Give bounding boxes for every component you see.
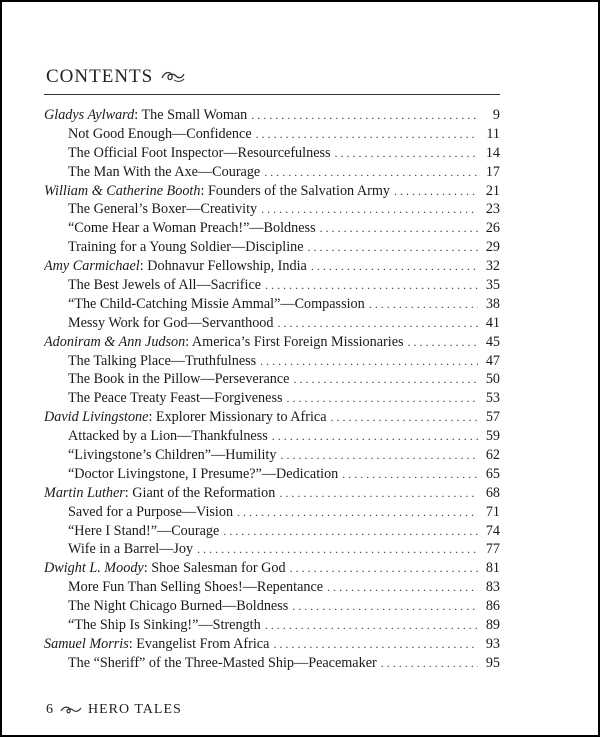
toc-story-entry xyxy=(44,503,500,522)
dot-leader xyxy=(279,484,478,503)
entry-title xyxy=(44,182,390,201)
dot-leader xyxy=(331,408,478,427)
entry-title-text: “Livingstone’s Children”—Humility xyxy=(68,447,277,464)
entry-page-number: 35 xyxy=(485,277,500,294)
dot-leader xyxy=(280,446,478,465)
toc-chapter-entry xyxy=(44,559,500,578)
toc-chapter-entry xyxy=(44,635,500,654)
entry-page-number: 71 xyxy=(485,503,500,520)
entry-title xyxy=(68,578,323,597)
entry-page-number: 14 xyxy=(485,144,500,161)
dot-leader xyxy=(265,616,478,635)
entry-title xyxy=(68,352,256,371)
entry-title-text: : Evangelist From Africa xyxy=(128,635,270,652)
entry-title-text: Saved for a Purpose—Vision xyxy=(68,503,234,520)
toc-story-entry xyxy=(44,144,500,163)
flourish-icon xyxy=(60,704,82,716)
toc-chapter-entry xyxy=(44,408,500,427)
toc-chapter-entry xyxy=(44,106,500,125)
page-title: CONTENTS xyxy=(46,66,154,87)
entry-person-name: Adoniram & Ann Judson xyxy=(44,333,186,350)
dot-leader xyxy=(369,295,478,314)
entry-title xyxy=(68,522,219,541)
entry-page-number: 77 xyxy=(485,541,500,558)
entry-title xyxy=(68,465,338,484)
dot-leader xyxy=(237,503,478,522)
entry-title-text: The Best Jewels of All—Sacrifice xyxy=(68,277,262,294)
toc-story-entry xyxy=(44,427,500,446)
toc-story-entry xyxy=(44,654,500,673)
entry-title-text: The Book in the Pillow—Perseverance xyxy=(68,371,290,388)
entry-title-text: “The Child-Catching Missie Ammal”—Compassion xyxy=(68,295,365,312)
entry-title xyxy=(68,446,276,465)
toc-story-entry xyxy=(44,446,500,465)
entry-title-text: : America’s First Foreign Missionaries xyxy=(185,333,404,350)
dot-leader xyxy=(290,559,478,578)
entry-title-text: The “Sheriff” of the Three-Masted Ship—Peacemaker xyxy=(68,654,377,671)
toc-story-entry xyxy=(44,200,500,219)
footer-page-number: 6 xyxy=(46,702,54,717)
toc-story-entry xyxy=(44,389,500,408)
entry-title xyxy=(68,540,193,559)
entry-title xyxy=(68,219,316,238)
entry-person-name: Gladys Aylward xyxy=(44,107,135,123)
entry-title xyxy=(68,238,304,257)
entry-title xyxy=(44,484,275,503)
entry-page-number: 89 xyxy=(485,617,500,634)
toc-chapter-entry xyxy=(44,484,500,503)
dot-leader xyxy=(264,163,478,182)
entry-title xyxy=(68,125,252,144)
dot-leader xyxy=(408,333,478,352)
entry-page-number: 17 xyxy=(485,163,500,180)
entry-title-text: “The Ship Is Sinking!”—Strength xyxy=(68,617,261,634)
entry-title-text: The Man With the Axe—Courage xyxy=(68,163,261,180)
entry-page-number: 41 xyxy=(485,314,500,331)
toc-chapter-entry xyxy=(44,257,500,276)
entry-page-number: 59 xyxy=(485,428,500,445)
entry-title-text: Attacked by a Lion—Thankfulness xyxy=(68,428,268,445)
dot-leader xyxy=(293,370,478,389)
entry-title-text: “Doctor Livingstone, I Presume?”—Dedication xyxy=(68,465,339,482)
toc-story-entry xyxy=(44,125,500,144)
toc-story-entry xyxy=(44,370,500,389)
entry-title-text: The Talking Place—Truthfulness xyxy=(68,352,257,369)
entry-title xyxy=(68,597,288,616)
entry-title xyxy=(44,106,247,125)
dot-leader xyxy=(197,540,478,559)
entry-title xyxy=(68,200,257,219)
entry-title-text: “Here I Stand!”—Courage xyxy=(68,522,220,539)
entry-title-text: : Dohnavur Fellowship, India xyxy=(139,258,307,275)
toc-story-entry xyxy=(44,540,500,559)
entry-title xyxy=(44,559,286,578)
entry-page-number: 68 xyxy=(485,484,500,501)
entry-title-text: “Come Hear a Woman Preach!”—Boldness xyxy=(68,220,316,237)
entry-title-text: Not Good Enough—Confidence xyxy=(68,125,252,142)
flourish-icon xyxy=(160,68,186,84)
entry-person-name: Samuel Morris xyxy=(44,635,129,652)
entry-page-number: 62 xyxy=(485,447,500,464)
entry-page-number: 26 xyxy=(485,220,500,237)
entry-page-number: 47 xyxy=(485,352,500,369)
dot-leader xyxy=(320,219,478,238)
entry-title xyxy=(68,503,233,522)
toc-chapter-entry xyxy=(44,182,500,201)
entry-title xyxy=(68,370,289,389)
entry-page-number: 74 xyxy=(485,522,500,539)
dot-leader xyxy=(308,238,478,257)
dot-leader xyxy=(311,257,478,276)
entry-page-number: 9 xyxy=(492,107,500,123)
entry-title xyxy=(68,314,273,333)
footer-book-title: HERO TALES xyxy=(88,702,182,717)
dot-leader xyxy=(251,106,478,125)
dot-leader xyxy=(223,522,478,541)
dot-leader xyxy=(260,352,478,371)
entry-title-text: : The Small Woman xyxy=(134,107,248,123)
toc-story-entry xyxy=(44,314,500,333)
toc-story-entry xyxy=(44,352,500,371)
entry-page-number: 21 xyxy=(485,182,500,199)
entry-page-number: 29 xyxy=(485,239,500,256)
entry-page-number: 45 xyxy=(485,333,500,350)
dot-leader xyxy=(342,465,478,484)
dot-leader xyxy=(287,389,479,408)
dot-leader xyxy=(273,635,478,654)
dot-leader xyxy=(394,182,478,201)
entry-title-text: The General’s Boxer—Creativity xyxy=(68,201,258,218)
table-of-contents xyxy=(44,106,500,673)
entry-page-number: 50 xyxy=(485,371,500,388)
toc-story-entry xyxy=(44,276,500,295)
dot-leader xyxy=(265,276,478,295)
entry-title xyxy=(68,163,260,182)
entry-page-number: 53 xyxy=(485,390,500,407)
entry-page-number: 86 xyxy=(485,598,500,615)
entry-page-number: 81 xyxy=(485,560,500,577)
dot-leader xyxy=(261,200,478,219)
entry-person-name: William & Catherine Booth xyxy=(44,182,201,199)
page-footer xyxy=(46,702,182,718)
entry-title-text: Training for a Young Soldier—Discipline xyxy=(68,239,304,256)
entry-title-text: The Official Foot Inspector—Resourcefulness xyxy=(68,144,331,161)
entry-title-text: Messy Work for God—Servanthood xyxy=(68,314,274,331)
entry-person-name: Amy Carmichael xyxy=(44,258,140,275)
dot-leader xyxy=(256,125,478,144)
entry-title xyxy=(44,333,404,352)
entry-title xyxy=(68,295,365,314)
entry-title xyxy=(68,276,261,295)
entry-title xyxy=(68,654,377,673)
entry-title xyxy=(68,389,283,408)
toc-story-entry xyxy=(44,219,500,238)
entry-page-number: 83 xyxy=(485,579,500,596)
entry-title-text: : Founders of the Salvation Army xyxy=(200,182,390,199)
toc-story-entry xyxy=(44,465,500,484)
dot-leader xyxy=(381,654,478,673)
entry-person-name: Martin Luther xyxy=(44,484,125,501)
entry-title-text: The Night Chicago Burned—Boldness xyxy=(68,598,289,615)
toc-story-entry xyxy=(44,295,500,314)
toc-story-entry xyxy=(44,578,500,597)
toc-story-entry xyxy=(44,616,500,635)
entry-title-text: The Peace Treaty Feast—Forgiveness xyxy=(68,390,283,407)
entry-page-number: 95 xyxy=(485,654,500,671)
toc-story-entry xyxy=(44,597,500,616)
entry-title xyxy=(44,257,307,276)
entry-title-text: More Fun Than Selling Shoes!—Repentance xyxy=(68,579,324,596)
toc-story-entry xyxy=(44,238,500,257)
toc-chapter-entry xyxy=(44,333,500,352)
entry-title xyxy=(44,408,327,427)
entry-page-number: 32 xyxy=(485,258,500,275)
entry-page-number: 11 xyxy=(486,125,500,142)
dot-leader xyxy=(292,597,478,616)
entry-title xyxy=(68,616,261,635)
entry-page-number: 65 xyxy=(485,465,500,482)
entry-person-name: Dwight L. Moody xyxy=(44,560,144,577)
entry-page-number: 93 xyxy=(485,635,500,652)
entry-title-text: : Shoe Salesman for God xyxy=(143,560,286,577)
entry-page-number: 57 xyxy=(485,409,500,426)
dot-leader xyxy=(327,578,478,597)
entry-title-text: Wife in a Barrel—Joy xyxy=(68,541,194,558)
entry-page-number: 38 xyxy=(485,295,500,312)
contents-header xyxy=(44,64,500,95)
entry-title xyxy=(44,635,269,654)
entry-person-name: David Livingstone xyxy=(44,409,149,426)
entry-title xyxy=(68,144,331,163)
toc-story-entry xyxy=(44,163,500,182)
entry-title-text: : Explorer Missionary to Africa xyxy=(148,409,327,426)
toc-story-entry xyxy=(44,522,500,541)
entry-page-number: 23 xyxy=(485,201,500,218)
dot-leader xyxy=(277,314,478,333)
dot-leader xyxy=(272,427,478,446)
entry-title-text: : Giant of the Reformation xyxy=(124,484,276,501)
dot-leader xyxy=(335,144,478,163)
entry-title xyxy=(68,427,268,446)
